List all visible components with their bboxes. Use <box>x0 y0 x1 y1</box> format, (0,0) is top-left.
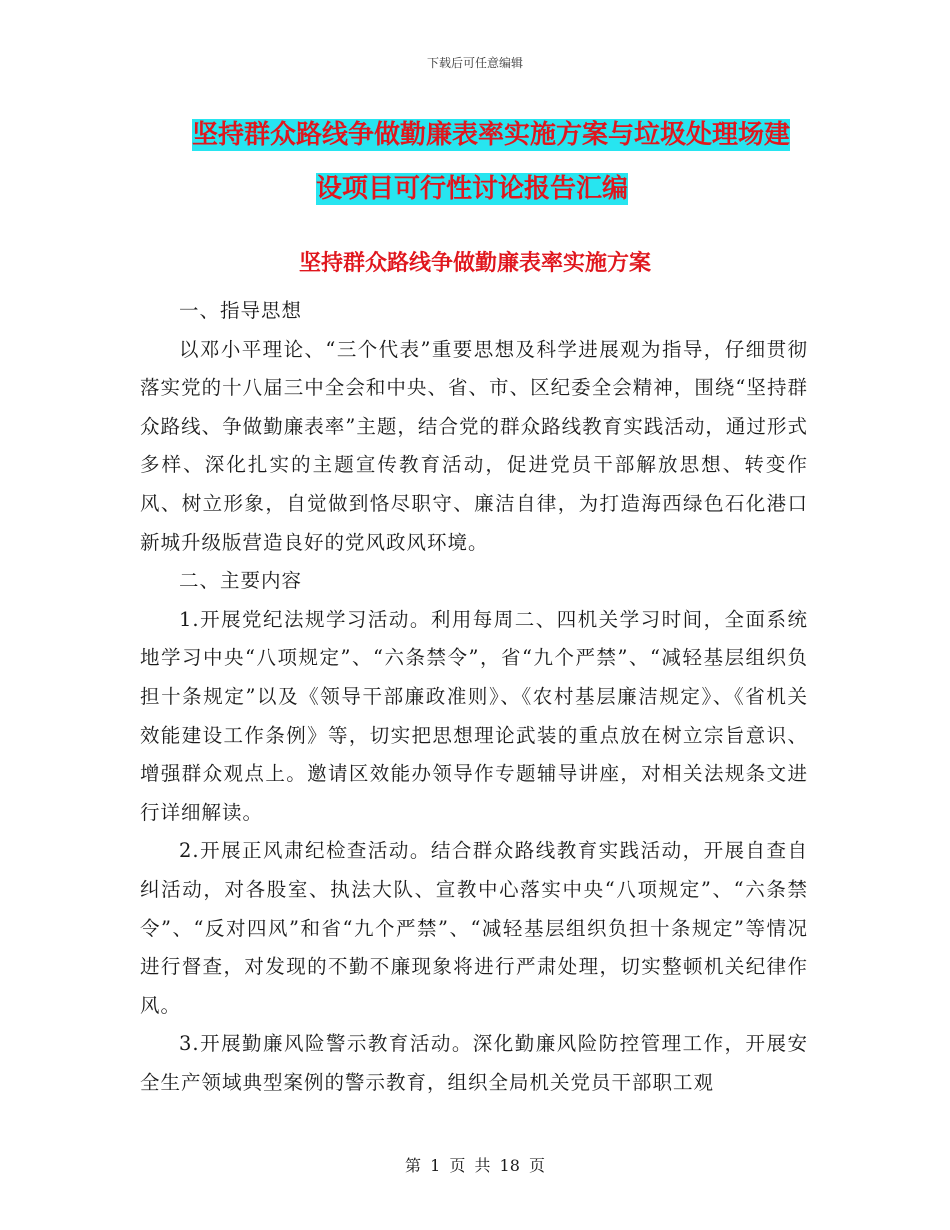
header-note: 下载后可任意编辑 <box>426 56 523 70</box>
title-line-2: 设项目可行性讨论报告汇编 <box>316 174 629 204</box>
paragraph-item-3: 3.开展勤廉风险警示教育活动。深化勤廉风险防控管理工作，开展安全生产领域典型案例的警示教育，组织全局机关党员干部职工观 <box>140 1032 808 1094</box>
title-line-1: 坚持群众路线争做勤廉表率实施方案与垃圾处理场建 <box>192 120 791 150</box>
page-footer: 第 1 页 共 18 页 <box>405 1156 545 1175</box>
section-title: 坚持群众路线争做勤廉表率实施方案 <box>298 251 651 276</box>
paragraph-guiding-ideology: 以邓小平理论、“三个代表”重要思想及科学进展观为指导，仔细贯彻落实党的十八届三中全会和中央、省、市、区纪委全会精神，围绕“坚持群众路线、争做勤廉表率”主题，结合党的群众路线教育实践活动，通过形式多样、深化扎实的主题宣传教育活动，促进党员干部解放思想、转变作风、树立形象，自觉做到恪尽职守、廉洁自律，为打造海西绿色石化港口新城升级版营造良好的党风政风环境。 <box>140 337 808 554</box>
paragraph-item-2: 2.开展正风肃纪检查活动。结合群众路线教育实践活动，开展自查自纠活动，对各股室、执法大队、宣教中心落实中央“八项规定”、“六条禁令”、“反对四风”和省“九个严禁”、“减轻基层组织负担十条规定”等情况进行督查，对发现的不勤不廉现象将进行严肃处理，切实整顿机关纪律作风。 <box>140 839 808 1017</box>
document-title <box>140 108 820 216</box>
paragraph-item-1: 1.开展党纪法规学习活动。利用每周二、四机关学习时间，全面系统地学习中央“八项规定”、“六条禁令”，省“九个严禁”、“减轻基层组织负担十条规定”以及《领导干部廉政准则》、《农村基层廉洁规定》、《省机关效能建设工作条例》等，切实把思想理论武装的重点放在树立宗旨意识、增强群众观点上。邀请区效能办领导作专题辅导讲座，对相关法规条文进行详细解读。 <box>140 607 808 824</box>
body-text <box>140 292 808 1102</box>
heading-main-content: 二、主要内容 <box>179 569 303 593</box>
heading-guiding-ideology: 一、指导思想 <box>179 299 303 322</box>
